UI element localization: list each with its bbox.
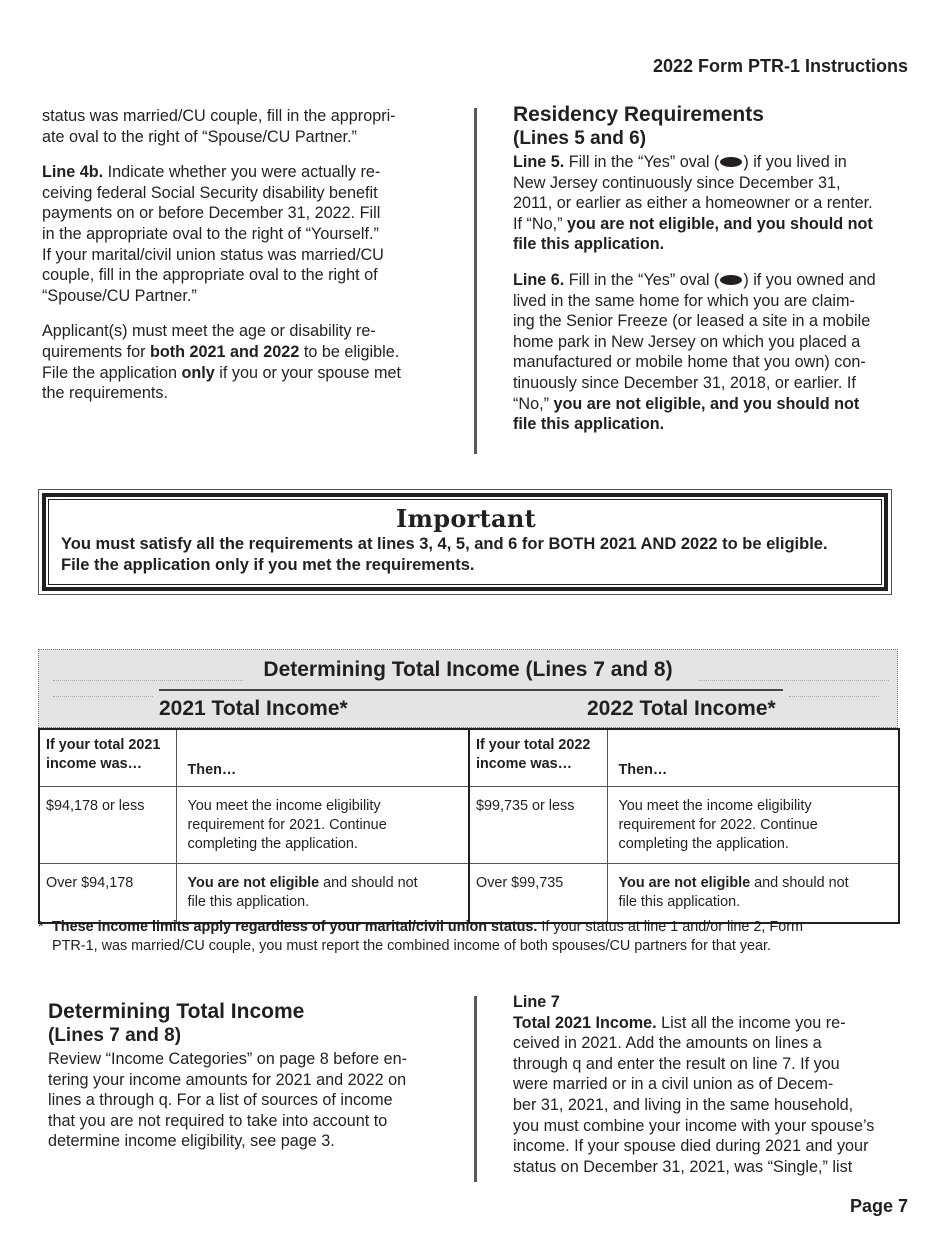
section-title: Determining Total Income: [48, 1000, 305, 1023]
header-rule: [159, 689, 783, 691]
text-line: status was married/CU couple, fill in the appropri-: [42, 107, 396, 125]
result-cell: [176, 787, 469, 864]
page-header-title: 2022 Form PTR-1 Instructions: [652, 56, 908, 76]
text-line: “No,”: [513, 394, 554, 413]
text-line: List all the income you re-: [656, 1013, 846, 1032]
text-line: manufactured or mobile home that you own) con-: [513, 353, 866, 372]
text-line: ing the Senior Freeze (or leased a site in a mobile: [513, 312, 871, 331]
text-line: PTR-1, was married/CU couple, you must report the combined income of both spouses/CU partners for that year.: [52, 938, 772, 954]
cell-text: completing the application.: [187, 836, 358, 852]
dotted-leader: [53, 696, 153, 697]
income-table-footnote: [38, 918, 908, 956]
income-table-header: [38, 649, 898, 728]
text-line: to be eligible.: [299, 342, 400, 361]
text-line: quirements for: [42, 342, 150, 361]
text-line: Review “Income Categories” on page 8 before en-: [48, 1050, 408, 1068]
important-notice-box: [38, 489, 892, 595]
footnote-marker: *: [38, 919, 44, 935]
text-line: If your marital/civil union status was married/CU: [42, 245, 384, 264]
income-threshold-cell: Over $94,178: [39, 864, 176, 924]
column-divider: [474, 108, 477, 454]
cell-text: file this application.: [618, 894, 741, 910]
text-line: that you are not required to take into account to: [48, 1111, 388, 1130]
income-table: [38, 728, 900, 924]
year-2021-title: 2021 Total Income*: [159, 697, 348, 720]
emphasis-text: both 2021 and 2022: [149, 342, 300, 361]
determining-total-income-section: [48, 1000, 468, 1152]
emphasis-text: you are not eligible, and you should not: [553, 394, 860, 413]
text-line: ber 31, 2021, and living in the same household,: [513, 1095, 854, 1114]
table-row: [39, 864, 899, 924]
important-border: [42, 493, 888, 591]
text-line: status on December 31, 2021, was “Single,” list: [513, 1157, 853, 1176]
line-6-label: Line 6.: [513, 270, 565, 289]
text-line: Fill in the “Yes” oval (: [564, 270, 720, 289]
emphasis-text: You are not eligible: [618, 875, 751, 891]
column-header: Then…: [176, 729, 469, 787]
text-line: “Spouse/CU Partner.”: [42, 286, 197, 305]
text-line: the requirements.: [42, 384, 168, 403]
line-7-heading: Line 7: [513, 993, 560, 1011]
text-line: were married or in a civil union as of Decem-: [513, 1075, 834, 1094]
page-number: Page 7: [849, 1196, 908, 1216]
cell-text: completing the application.: [618, 836, 789, 852]
text-line: tering your income amounts for 2021 and 2022 on: [48, 1070, 407, 1089]
header-text: If your total 2022: [476, 737, 591, 753]
table-row: [39, 787, 899, 864]
line-7-label: Total 2021 Income.: [513, 1013, 657, 1032]
cell-text: file this application.: [187, 894, 310, 910]
text-line: ceived in 2021. Add the amounts on lines a: [513, 1034, 822, 1053]
cell-text: requirement for 2022. Continue: [618, 817, 818, 833]
text-line: Applicant(s) must meet the age or disability re-: [42, 322, 376, 341]
text-line: lines a through q. For a list of sources of income: [48, 1091, 393, 1110]
important-content: [48, 499, 882, 585]
column-header: [469, 729, 607, 787]
text-line: payments on or before December 31, 2022. Fill: [42, 204, 381, 223]
determining-paragraph: [48, 1049, 468, 1152]
text-line: ) if you owned and: [743, 270, 876, 289]
dotted-leader: [789, 696, 879, 697]
result-cell: [607, 787, 899, 864]
line-7-section: [513, 992, 913, 1177]
text-line: Indicate whether you were actually re-: [103, 163, 381, 182]
result-cell: [607, 864, 899, 924]
text-line: in the appropriate oval to the right of “Yourself.”: [42, 224, 379, 243]
text-line: if you or your spouse met: [214, 363, 402, 382]
text-line: determine income eligibility, see page 3.: [48, 1132, 335, 1151]
income-eligibility-table: [38, 649, 898, 912]
income-threshold-cell: Over $99,735: [469, 864, 607, 924]
section-subtitle: (Lines 5 and 6): [513, 128, 647, 149]
income-threshold-cell: $94,178 or less: [39, 787, 176, 864]
text-line: home park in New Jersey on which you placed a: [513, 332, 861, 351]
text-line: New Jersey continuously since December 31,: [513, 173, 841, 192]
text-line: ate oval to the right of “Spouse/CU Partner.”: [42, 127, 357, 146]
line-7-paragraph: [513, 1013, 913, 1178]
cell-text: You meet the income eligibility: [187, 798, 381, 814]
text-line: File the application: [42, 363, 182, 382]
text-line: tinuously since December 31, 2018, or earlier. If: [513, 373, 856, 392]
line-6-paragraph: [513, 270, 913, 435]
filled-oval-icon: [720, 275, 742, 285]
line-4b-label: Line 4b.: [42, 163, 104, 182]
text-line: 2011, or earlier as either a homeowner or a renter.: [513, 194, 873, 213]
important-title: Important: [396, 504, 536, 533]
spouse-oval-paragraph: [42, 106, 462, 147]
left-column-top: [42, 106, 462, 404]
result-cell: [176, 864, 469, 924]
applicant-requirements-paragraph: [42, 321, 462, 403]
text-line: If your status at line 1 and/or line 2, Form: [537, 919, 803, 935]
column-header: [39, 729, 176, 787]
section-title: Residency Requirements: [513, 103, 764, 126]
filled-oval-icon: [720, 157, 742, 167]
text-line: couple, fill in the appropriate oval to the right of: [42, 266, 378, 285]
line-5-label: Line 5.: [513, 153, 565, 171]
emphasis-text: only: [181, 363, 215, 382]
text-line: you must combine your income with your spouse’s: [513, 1116, 875, 1135]
text-line: lived in the same home for which you are claim-: [513, 291, 855, 310]
line-5-paragraph: [513, 152, 913, 255]
income-threshold-cell: $99,735 or less: [469, 787, 607, 864]
cell-text: requirement for 2021. Continue: [187, 817, 387, 833]
text-line: If “No,”: [513, 214, 567, 233]
text-line: income. If your spouse died during 2021 and your: [513, 1137, 869, 1156]
column-header: Then…: [607, 729, 899, 787]
emphasis-text: file this application.: [513, 235, 665, 254]
text-line: ) if you lived in: [743, 153, 847, 171]
important-line-2: File the application only if you met the requirements.: [61, 556, 475, 574]
line-4b-paragraph: [42, 162, 462, 306]
income-table-title: Determining Total Income (Lines 7 and 8): [263, 658, 673, 681]
column-divider: [474, 996, 477, 1182]
header-text: income was…: [46, 756, 142, 772]
cell-text: and should not: [750, 875, 849, 891]
header-text: If your total 2021: [46, 737, 161, 753]
emphasis-text: you are not eligible, and you should not: [566, 214, 873, 233]
emphasis-text: These income limits apply regardless of your marital/civil union status.: [52, 919, 538, 935]
residency-requirements-section: [513, 103, 913, 435]
header-text: income was…: [476, 756, 572, 772]
text-line: through q and enter the result on line 7. If you: [513, 1054, 840, 1073]
year-2022-title: 2022 Total Income*: [587, 697, 776, 720]
table-header-row: [39, 729, 899, 787]
emphasis-text: file this application.: [513, 415, 665, 434]
text-line: Fill in the “Yes” oval (: [564, 153, 720, 171]
cell-text: You meet the income eligibility: [618, 798, 812, 814]
cell-text: and should not: [319, 875, 418, 891]
text-line: ceiving federal Social Security disability benefit: [42, 183, 378, 202]
emphasis-text: You are not eligible: [187, 875, 320, 891]
section-subtitle: (Lines 7 and 8): [48, 1025, 182, 1046]
important-line-1: You must satisfy all the requirements at lines 3, 4, 5, and 6 for BOTH 2021 AND 2022 to be eligible.: [61, 535, 828, 553]
